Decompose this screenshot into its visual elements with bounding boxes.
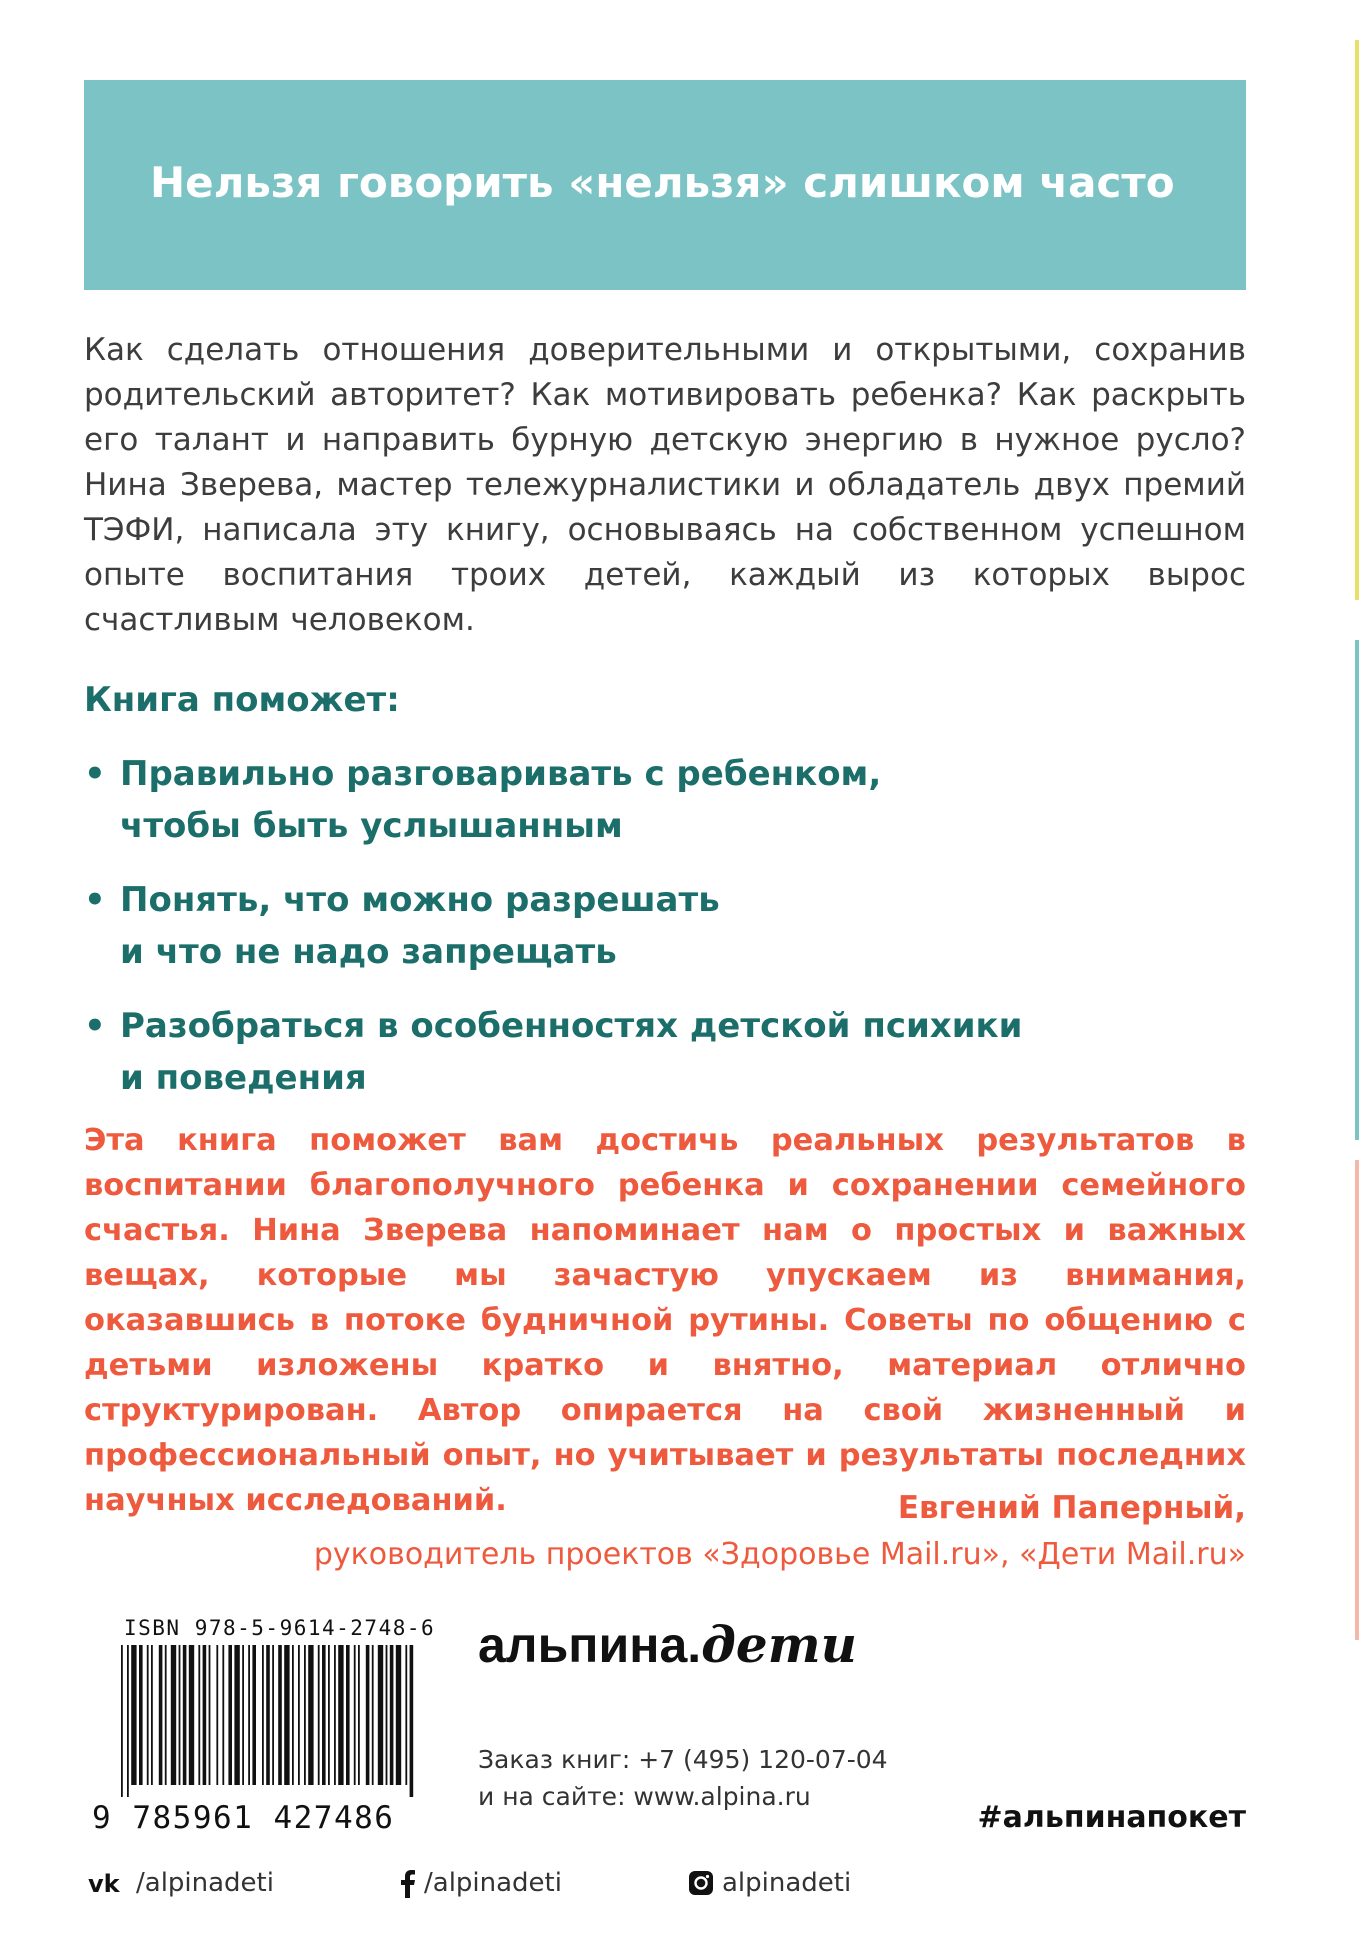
social-handle: alpinadeti	[722, 1868, 852, 1898]
social-facebook	[400, 1868, 562, 1898]
logo-script: дети	[701, 1615, 857, 1674]
social-vk	[88, 1868, 274, 1898]
svg-text:vk: vk	[88, 1871, 120, 1895]
review-author: Евгений Паперный,	[897, 1490, 1246, 1526]
barcode-digits: 9 785961 427486	[92, 1800, 395, 1836]
edge-mark-teal	[1355, 640, 1359, 1140]
order-site: и на сайте: www.alpina.ru	[478, 1782, 811, 1811]
review-author-role: руководитель проектов «Здоровье Mail.ru», «Дети Mail.ru»	[313, 1537, 1246, 1572]
benefit-line: и поведения	[120, 1058, 367, 1098]
bullet-icon: •	[84, 1006, 106, 1046]
logo-main: альпина.	[478, 1617, 702, 1673]
social-instagram	[688, 1868, 851, 1898]
social-handle: /alpinadeti	[136, 1868, 274, 1898]
list-item	[84, 874, 1022, 978]
vk-icon	[88, 1871, 128, 1895]
benefit-line: Правильно разговаривать с ребенком,	[120, 754, 882, 794]
isbn-label: ISBN 978-5-9614-2748-6	[124, 1616, 436, 1640]
hashtag: #альпинапокет	[977, 1800, 1246, 1835]
banner-title: Нельзя говорить «нельзя» слишком часто	[150, 158, 1175, 207]
barcode-icon	[119, 1645, 419, 1797]
facebook-icon	[400, 1868, 416, 1898]
order-phone: Заказ книг: +7 (495) 120-07-04	[478, 1745, 888, 1774]
helps-heading: Книга поможет:	[84, 680, 400, 720]
edge-mark-yellow	[1355, 40, 1359, 600]
intro-paragraph: Как сделать отношения доверительными и открытыми, сохранив родительский авторитет? Как мотивировать ребенка? Как раскрыть его талант и направить бурную детскую энергию в нужное русло? Нина Зверева, мастер тележурналистики и обладатель двух премий ТЭФИ, написала эту книгу, основываясь на собственном успешном опыте воспитания троих детей, каждый из которых вырос счастливым человеком.	[84, 332, 1246, 638]
title-banner	[84, 80, 1246, 290]
review-quote: Эта книга поможет вам достичь реальных результатов в воспитании благополучного ребенка и сохранении семейного счастья. Нина Зверева напоминает нам о простых и важных вещах, которые мы зачастую упускаем из внимания, оказавшись в потоке будничной рутины. Советы по общению с детьми изложены кратко и внятно, материал отлично структурирован. Автор опирается на свой жизненный и профессиональный опыт, но учитывает и результаты последних научных исследований.	[84, 1123, 1246, 1518]
instagram-icon	[688, 1870, 714, 1896]
list-item	[84, 1000, 1022, 1104]
benefit-line: чтобы быть услышанным	[120, 806, 623, 846]
benefit-line: Понять, что можно разрешать	[120, 880, 720, 920]
bullet-icon: •	[84, 880, 106, 920]
benefits-list	[84, 748, 1022, 1126]
benefit-line: и что не надо запрещать	[120, 932, 617, 972]
publisher-logo	[478, 1615, 857, 1674]
bullet-icon: •	[84, 754, 106, 794]
list-item	[84, 748, 1022, 852]
edge-mark-pink	[1355, 1160, 1359, 1640]
social-handle: /alpinadeti	[424, 1868, 562, 1898]
benefit-line: Разобраться в особенностях детской психики	[120, 1006, 1023, 1046]
